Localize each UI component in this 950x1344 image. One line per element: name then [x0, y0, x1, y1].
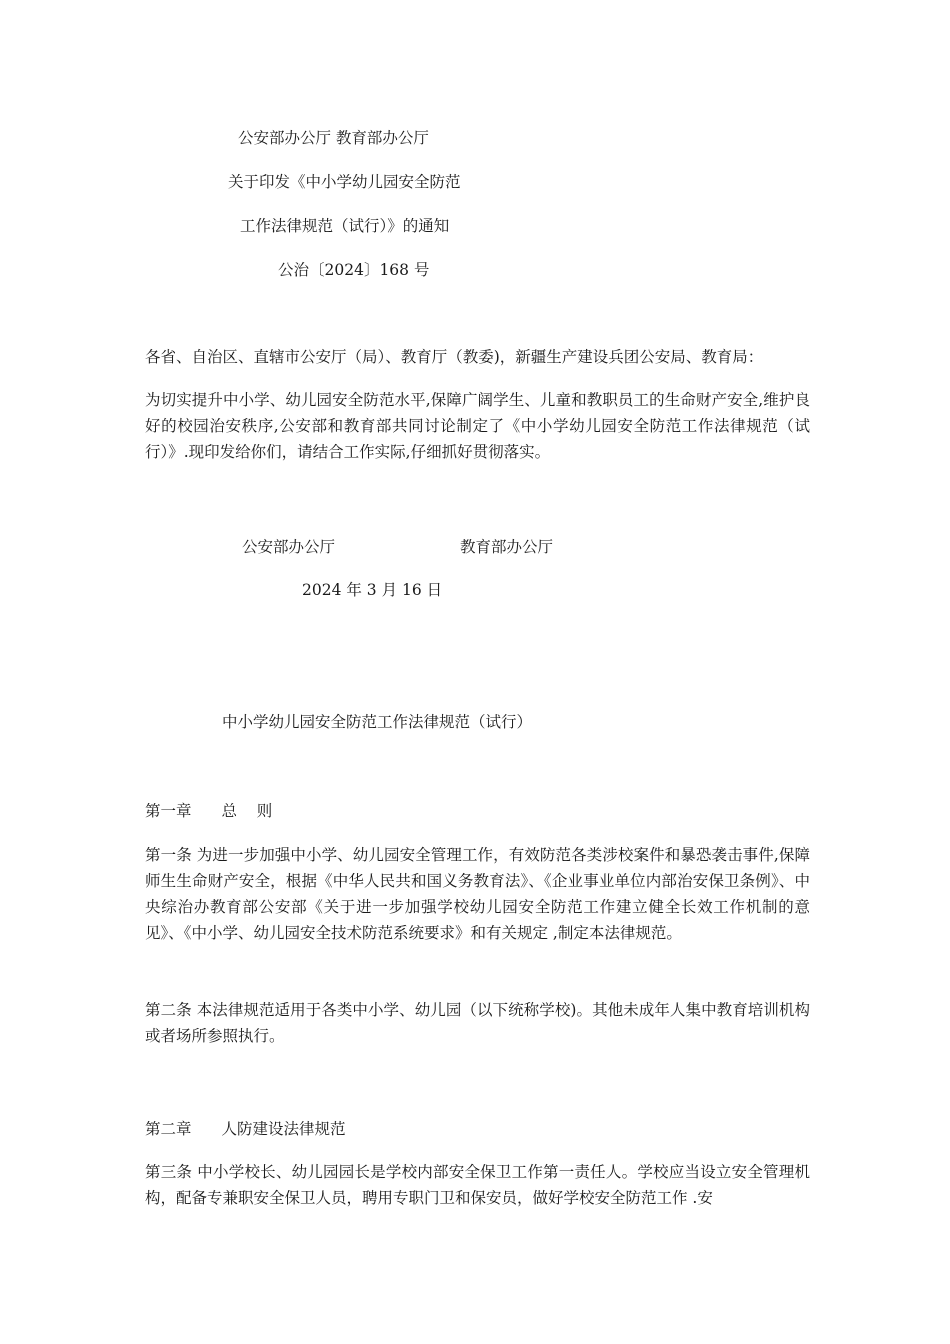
chapter-1-number: 第一章: [145, 802, 192, 820]
document-number: 公治〔2024〕168 号: [278, 261, 430, 279]
notice-title-line-1: 关于印发《中小学幼儿园安全防范: [228, 173, 461, 191]
notice-date: 2024 年 3 月 16 日: [302, 581, 443, 599]
addressees: 各省、自治区、直辖市公安厅（局）、教育厅（教委)，新疆生产建设兵团公安局、教育局：: [145, 348, 764, 366]
chapter-2-name: 人防建设法律规范: [221, 1120, 346, 1138]
chapter-1-name: 总 则: [221, 802, 273, 820]
regulation-title: 中小学幼儿园安全防范工作法律规范（试行）: [222, 713, 533, 731]
notice-title-line-2: 工作法律规范（试行）》的通知: [240, 217, 450, 235]
issuer-line: 公安部办公厅 教育部办公厅: [238, 129, 429, 147]
signatory-education: 教育部办公厅: [460, 538, 554, 556]
article-2: 第二条 本法律规范适用于各类中小学、幼儿园（以下统称学校)。其他未成年人集中教育培训机构或者场所参照执行。: [145, 1001, 810, 1045]
chapter-1-heading: [145, 801, 272, 821]
chapter-2-number: 第二章: [145, 1120, 192, 1138]
chapter-2-heading: [145, 1119, 346, 1139]
article-1: 第一条 为进一步加强中小学、幼儿园安全管理工作，有效防范各类涉校案件和暴恐袭击事件,保障师生生命财产安全，根据《中华人民共和国义务教育法》、《企业事业单位内部治安保卫条例》、中央综治办教育部公安部《关于进一步加强学校幼儿园安全防范工作建立健全长效工作机制的意见》、《中小学、幼儿园安全技术防范系统要求》和有关规定 ,制定本法律规范。: [145, 846, 810, 942]
signatory-public-security: 公安部办公厅: [242, 538, 336, 556]
article-3: 第三条 中小学校长、幼儿园园长是学校内部安全保卫工作第一责任人。学校应当设立安全管理机构，配备专兼职安全保卫人员，聘用专职门卫和保安员，做好学校安全防范工作 .安: [145, 1163, 810, 1207]
notice-body: 为切实提升中小学、幼儿园安全防范水平,保障广阔学生、儿童和教职员工的生命财产安全,维护良好的校园治安秩序,公安部和教育部共同讨论制定了《中小学幼儿园安全防范工作法律规范（试行）》.现印发给你们，请结合工作实际,仔细抓好贯彻落实。: [145, 391, 810, 461]
